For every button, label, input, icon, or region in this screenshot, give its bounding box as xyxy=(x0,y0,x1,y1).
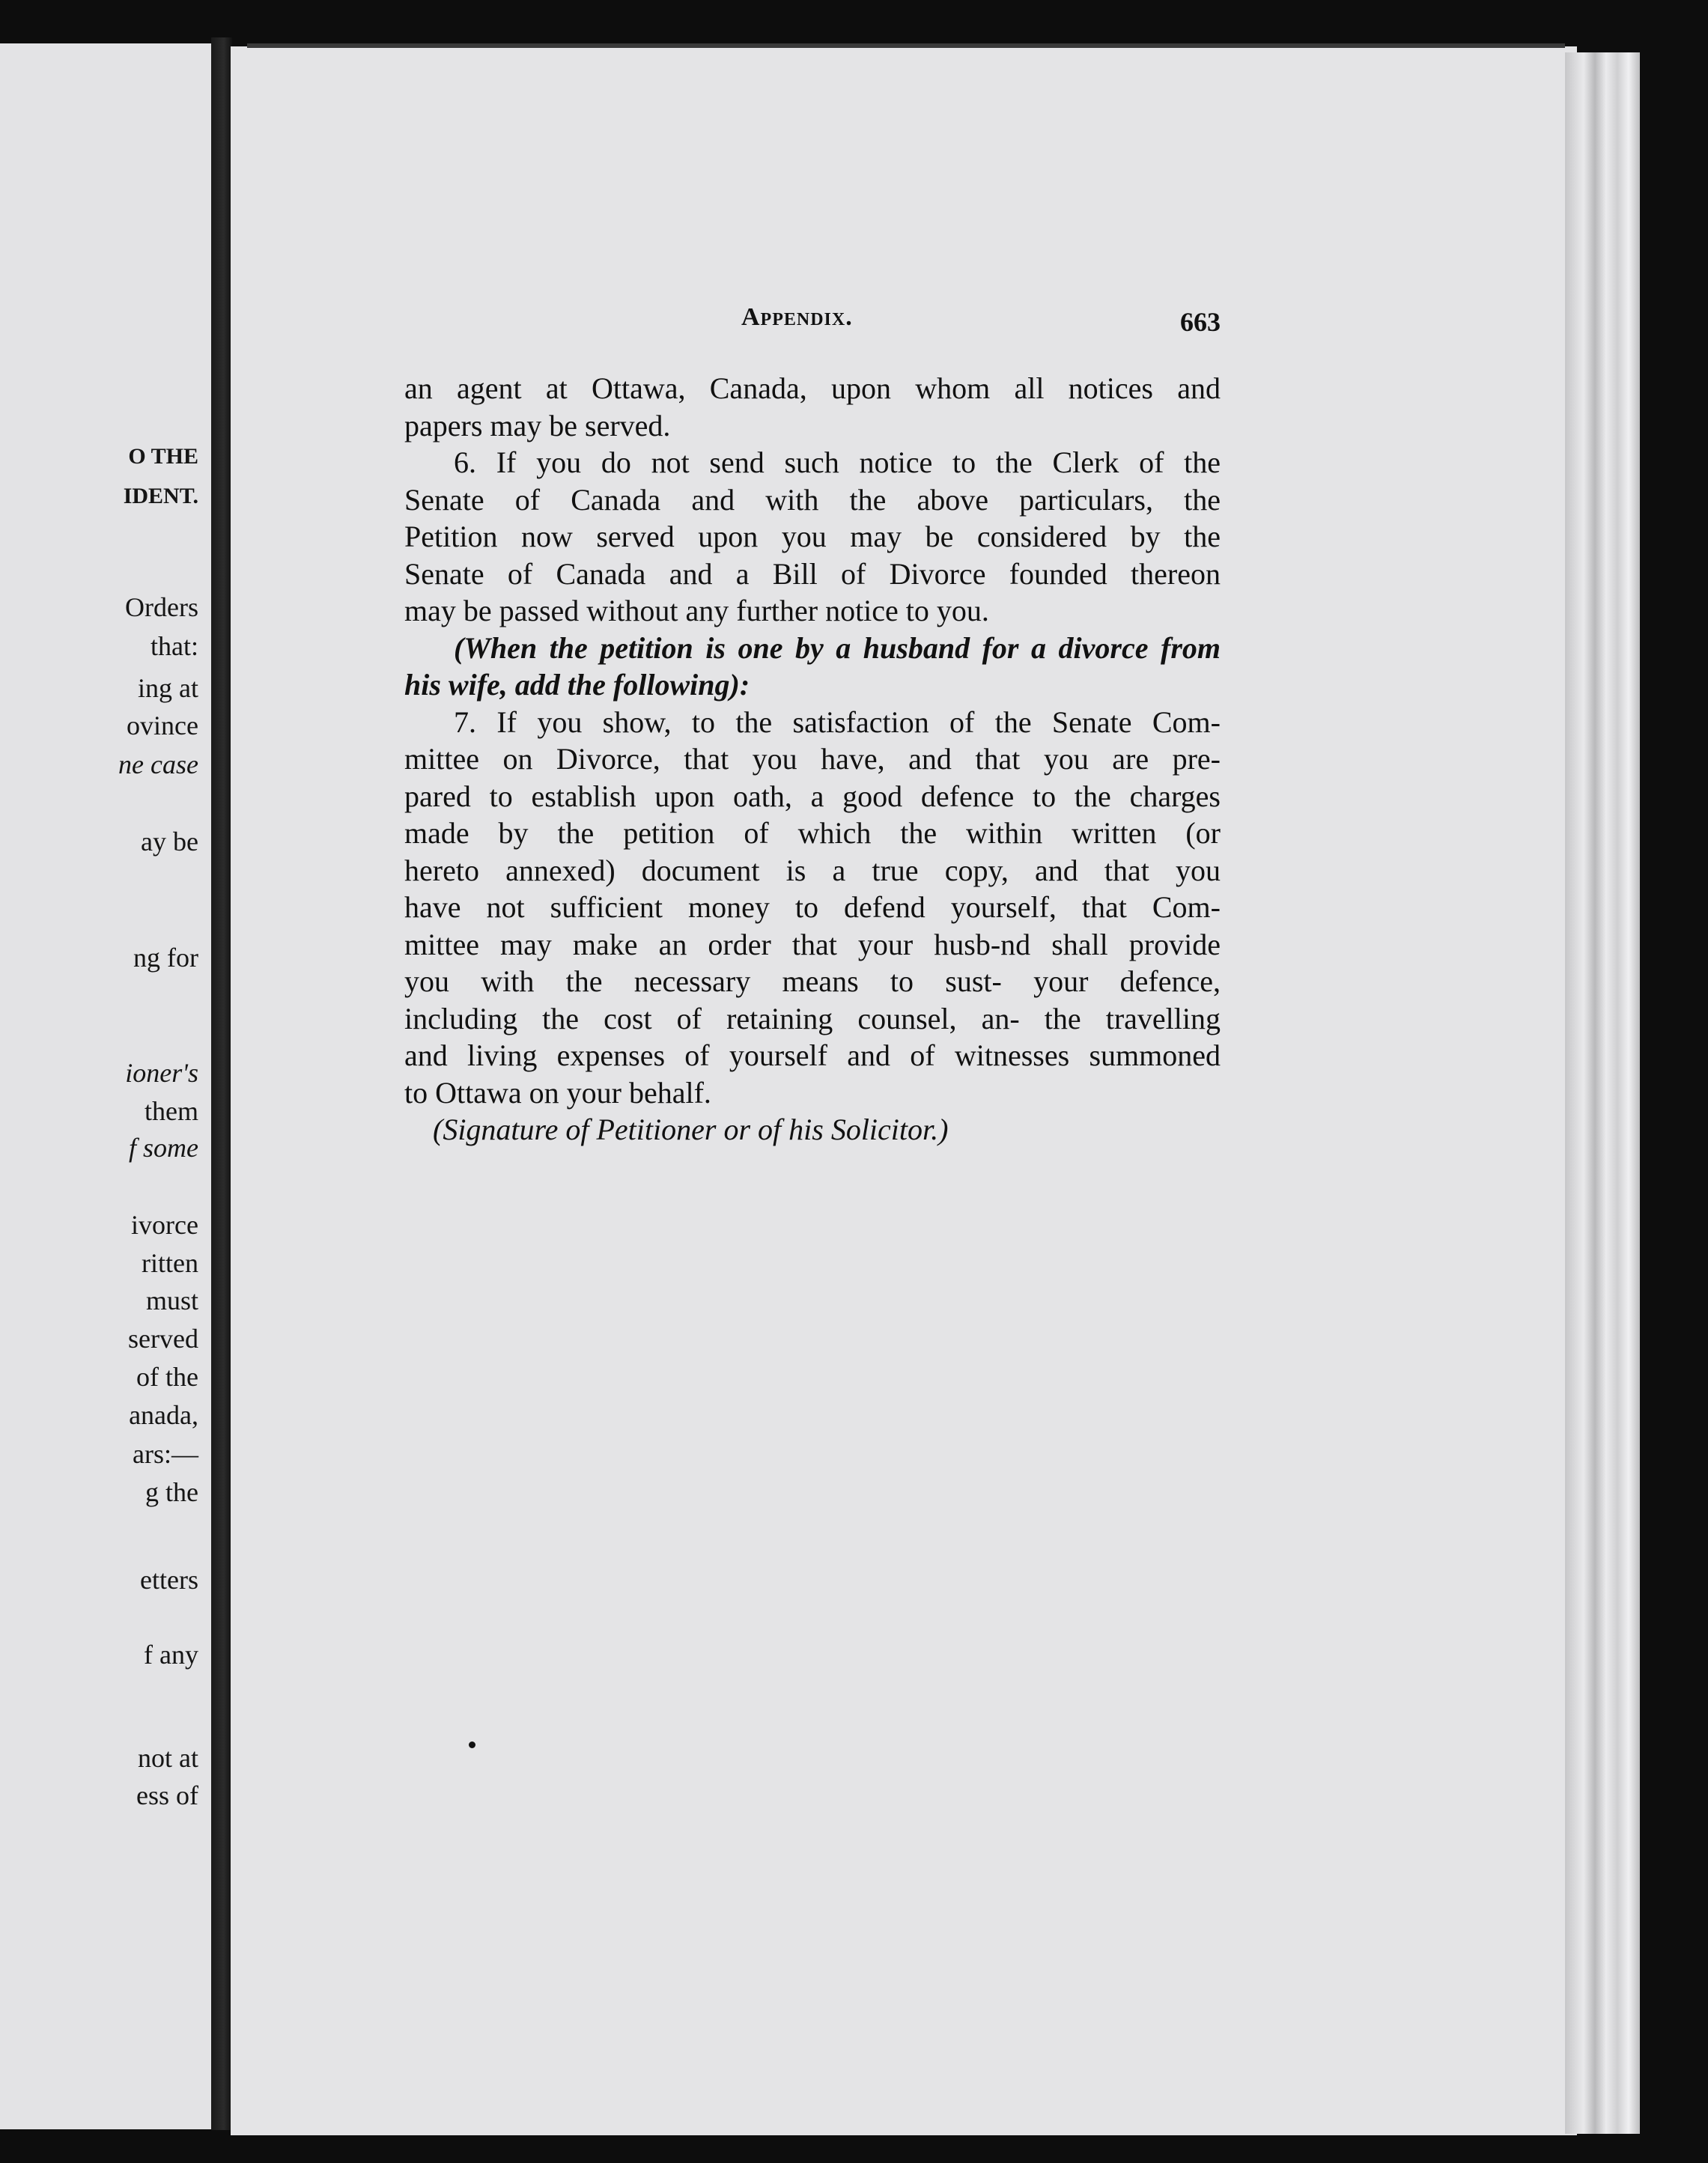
book-gutter xyxy=(211,37,232,2130)
left-page-line: must xyxy=(145,1286,198,1315)
text-line: you with the necessary means to sust‑ your defence, xyxy=(404,964,1221,998)
left-page xyxy=(0,43,213,2129)
text-line: Senate of Canada and with the above particulars, the xyxy=(404,482,1221,517)
left-page-line: ne case xyxy=(118,749,198,779)
left-page-line: ioner's xyxy=(125,1058,198,1088)
text-line: mittee may make an order that your husb‑nd shall provide xyxy=(404,927,1221,961)
text-line: his wife, add the following): xyxy=(404,668,750,702)
text-line: 7. If you show, to the satisfaction of the Senate Com- xyxy=(454,705,1221,739)
left-page-line: f any xyxy=(144,1640,198,1670)
left-page-line: ay be xyxy=(141,827,198,857)
left-page-line: ritten xyxy=(142,1248,198,1278)
text-line: Senate of Canada and a Bill of Divorce founded thereon xyxy=(404,556,1221,591)
text-line: including the cost of retaining counsel, an‑ the travelling xyxy=(404,1001,1221,1035)
left-page-line: them xyxy=(145,1096,198,1126)
left-page-line: etters xyxy=(140,1565,198,1595)
left-page-line: ovince xyxy=(127,711,198,740)
running-head: Appendix. xyxy=(741,303,853,331)
text-line: made by the petition of which the within written (or xyxy=(404,816,1221,850)
page-edges xyxy=(1565,52,1640,2134)
text-line: papers may be served. xyxy=(404,408,671,442)
left-page-line: O THE xyxy=(128,444,198,469)
left-page-line: that: xyxy=(151,631,198,661)
text-line: hereto annexed) document is a true copy, and that you xyxy=(404,853,1221,887)
text-line: pared to establish upon oath, a good defence to the charges xyxy=(404,779,1221,813)
left-page-line: served xyxy=(128,1324,198,1354)
left-page-line: ng for xyxy=(133,943,198,973)
left-page-line: f some xyxy=(129,1133,198,1163)
signature-line: (Signature of Petitioner or of his Solicitor.) xyxy=(433,1113,949,1146)
text-line: 6. If you do not send such notice to the Clerk of the xyxy=(454,445,1221,479)
left-page-line: g the xyxy=(145,1477,198,1507)
left-page-line: ess of xyxy=(136,1780,198,1810)
text-line: mittee on Divorce, that you have, and that you are pre- xyxy=(404,742,1221,776)
text-line: have not sufficient money to defend yourself, that Com- xyxy=(404,890,1221,924)
page-number: 663 xyxy=(1180,307,1221,337)
page-top-edge xyxy=(247,43,1565,48)
body-text xyxy=(404,370,1221,1149)
left-page-line: ars:— xyxy=(133,1439,198,1469)
text-line: and living expenses of yourself and of witnesses summoned xyxy=(404,1038,1221,1072)
left-page-line: IDENT. xyxy=(123,484,198,508)
left-page-line: ing at xyxy=(138,673,198,703)
text-line: (When the petition is one by a husband for a divorce from xyxy=(454,630,1221,665)
text-line: an agent at Ottawa, Canada, upon whom all notices and xyxy=(404,371,1221,405)
text-line: to Ottawa on your behalf. xyxy=(404,1075,711,1110)
left-page-line: anada, xyxy=(129,1400,198,1430)
left-page-line: of the xyxy=(136,1362,198,1392)
ink-speck xyxy=(469,1741,475,1748)
page-header xyxy=(741,303,1221,341)
text-line: may be passed without any further notice to you. xyxy=(404,594,989,627)
text-line: Petition now served upon you may be considered by the xyxy=(404,520,1221,553)
left-page-line: ivorce xyxy=(131,1210,198,1240)
left-page-line: not at xyxy=(138,1743,198,1773)
left-page-line: Orders xyxy=(125,592,198,622)
